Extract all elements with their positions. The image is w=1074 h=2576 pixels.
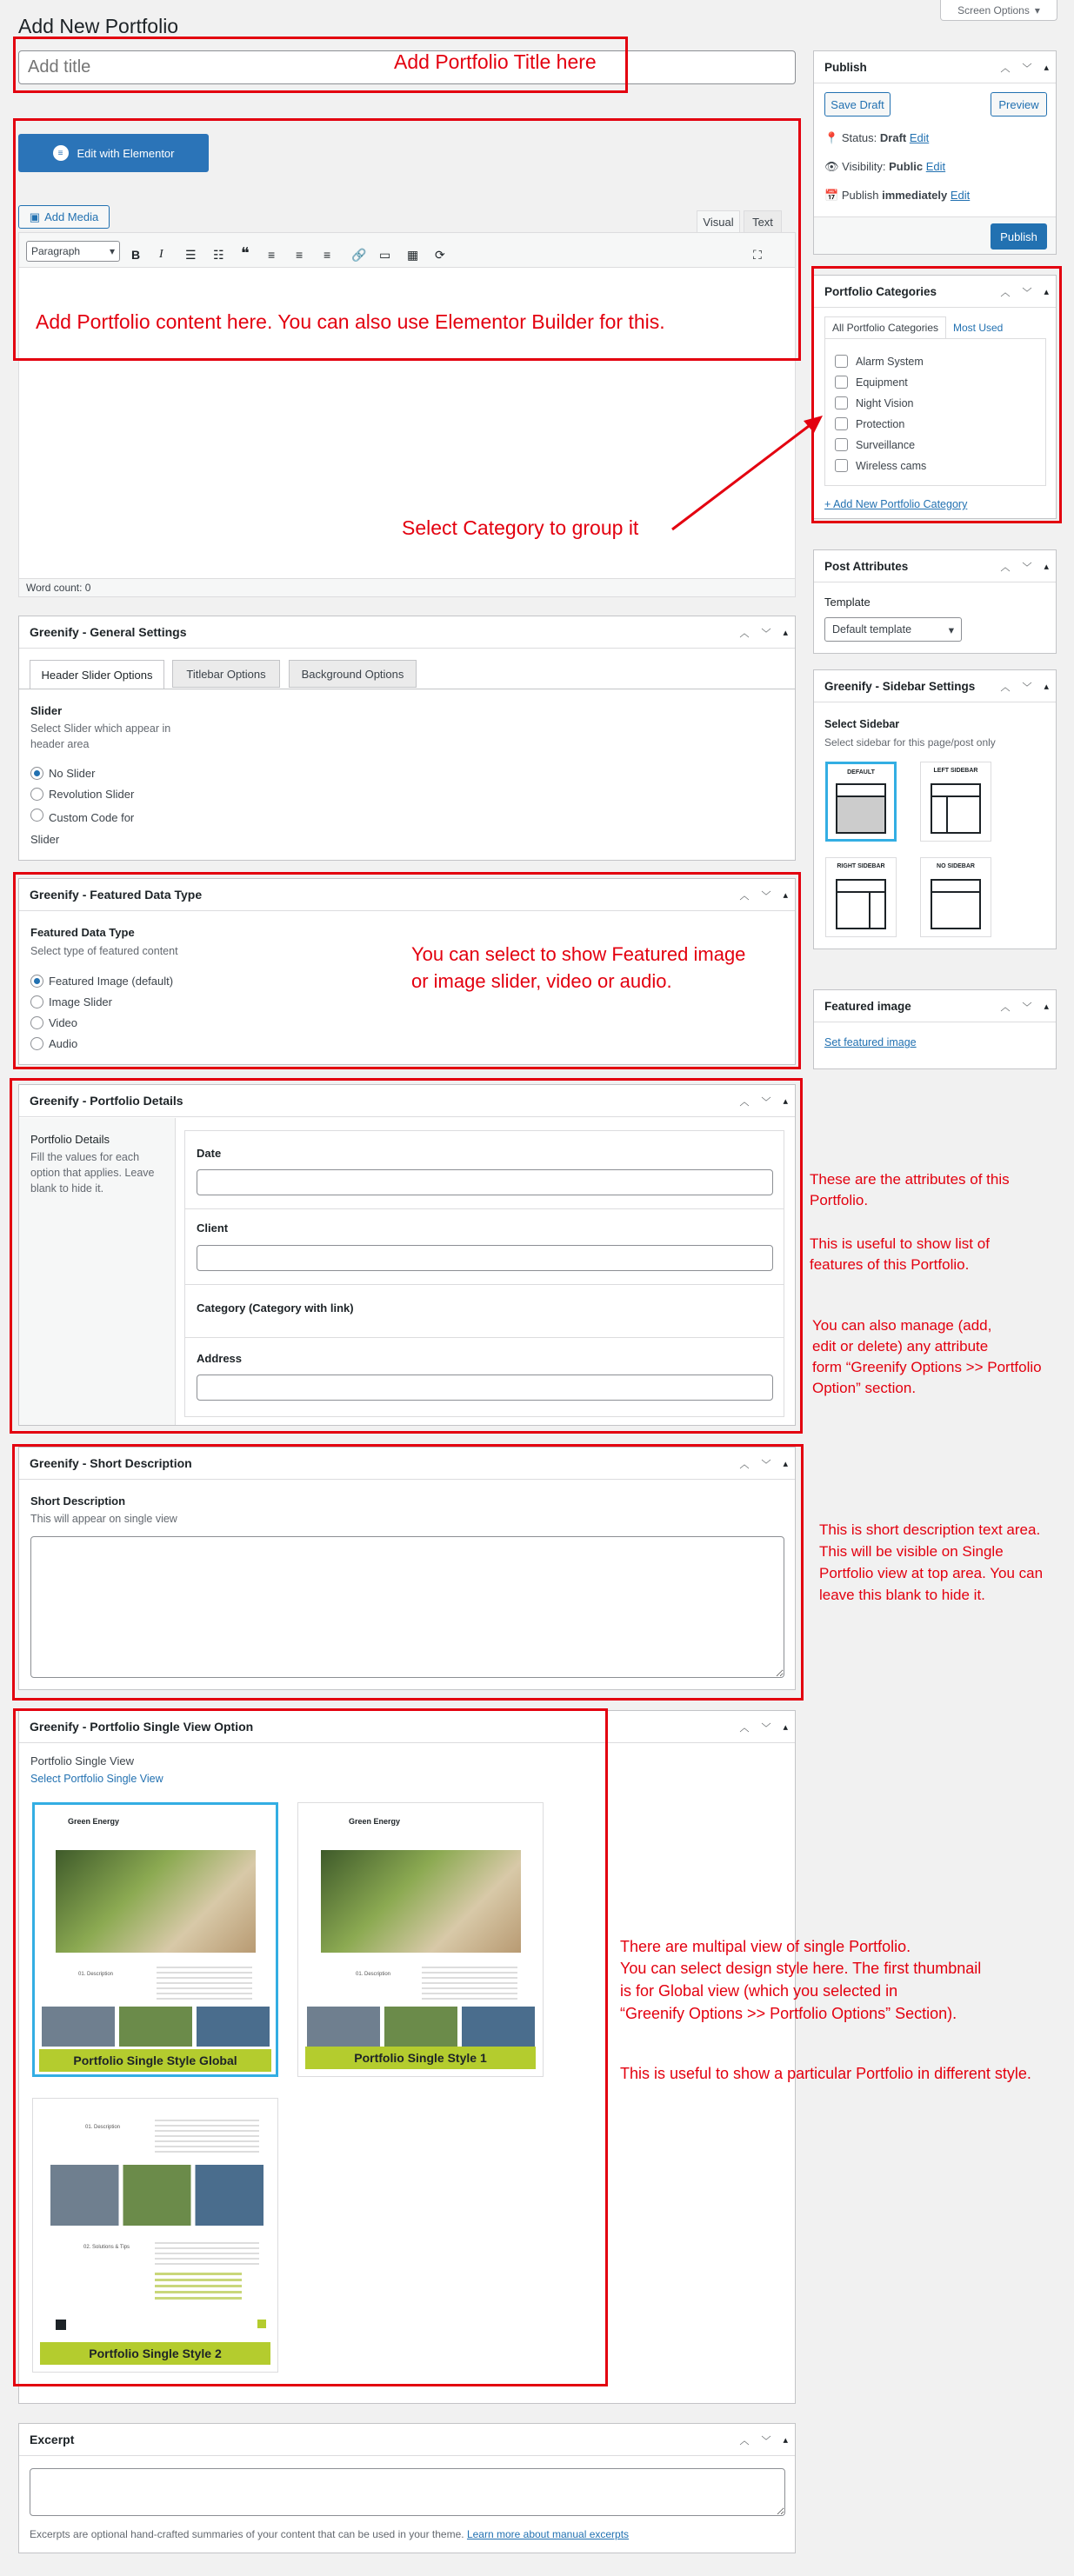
pin-icon: 📍 <box>824 131 839 144</box>
chevron-up-icon[interactable]: ︿ <box>739 1722 750 1734</box>
refresh-icon[interactable]: ⟳ <box>435 248 445 262</box>
annotation-short-2: This will be visible on Single <box>819 1543 1004 1560</box>
thumb-heading: Green Energy <box>68 1817 120 1826</box>
excerpt-box <box>18 2423 796 2553</box>
slider-label: Slider <box>30 704 63 717</box>
slider-desc: Select Slider which appear in header area <box>30 722 171 750</box>
radio-image-slider-label: Image Slider <box>49 995 112 1008</box>
chevron-up-icon[interactable]: ︿ <box>739 1459 750 1470</box>
featured-type-desc: Select type of featured content <box>30 945 178 957</box>
sidebar-option-label: DEFAULT <box>847 769 875 775</box>
toggle-icon[interactable]: ▴ <box>783 1459 788 1469</box>
field-divider <box>185 1284 784 1285</box>
publish-title-text: Publish <box>824 60 867 74</box>
thumb-photo-row <box>307 2007 535 2047</box>
status-label: Status: <box>841 131 877 144</box>
calendar-icon: 📅 <box>824 189 839 202</box>
portfolio-details-title-text: Greenify - Portfolio Details <box>30 1094 183 1108</box>
single-view-title <box>19 1711 795 1743</box>
short-description-title <box>19 1448 795 1480</box>
short-description-label: Short Description <box>30 1494 126 1508</box>
schedule-label: Publish <box>841 189 879 202</box>
chevron-down-icon[interactable]: ﹀ <box>761 2435 771 2446</box>
annotation-title: Add Portfolio Title here <box>394 50 597 73</box>
panel-controls <box>739 1085 788 1117</box>
short-description-textarea[interactable] <box>30 1536 784 1678</box>
short-description-box <box>18 1447 796 1690</box>
tab-titlebar[interactable]: Titlebar Options <box>172 660 280 688</box>
select-sidebar-label: Select Sidebar <box>824 718 900 730</box>
toggle-icon[interactable]: ▴ <box>1044 1002 1049 1012</box>
visibility-label: Visibility: <box>842 160 886 173</box>
template-label: Template <box>824 596 871 609</box>
chevron-down-icon[interactable]: ﹀ <box>761 1459 771 1470</box>
chevron-down-icon[interactable]: ﹀ <box>761 1096 771 1108</box>
chevron-down-icon[interactable]: ﹀ <box>1022 562 1032 573</box>
featured-image-box <box>813 989 1057 1069</box>
italic-icon[interactable]: I <box>159 248 163 261</box>
category-label: Wireless cams <box>856 460 927 472</box>
chevron-up-icon[interactable]: ︿ <box>1000 287 1011 298</box>
layout-none-icon <box>931 879 981 929</box>
portfolio-details-box <box>18 1084 796 1426</box>
annotation-details-8: Option” section. <box>812 1380 917 1396</box>
radio-custom-label: Custom Code for Slider <box>30 811 135 846</box>
category-label: Equipment <box>856 376 908 389</box>
annotation-details-1: These are the attributes of this <box>810 1171 1010 1188</box>
featured-type-label: Featured Data Type <box>30 926 135 939</box>
panel-controls <box>739 1711 788 1743</box>
radio-video[interactable] <box>30 1016 43 1029</box>
paragraph-label: Paragraph <box>31 245 81 257</box>
featured-type-title-text: Greenify - Featured Data Type <box>30 888 203 902</box>
panel-controls <box>739 2424 788 2456</box>
thumb-section-label: 02. Solutions & Tips <box>83 2245 130 2250</box>
panel-controls <box>739 616 788 649</box>
radio-image-slider[interactable] <box>30 995 43 1008</box>
thumb-section-label: 01. Description <box>356 1972 391 1977</box>
categories-title-text: Portfolio Categories <box>824 284 937 298</box>
schedule-value: immediately <box>882 189 948 202</box>
panel-controls <box>739 879 788 911</box>
bold-icon[interactable]: B <box>131 248 141 262</box>
field-category-label: Category (Category with link) <box>197 1301 354 1315</box>
status-value: Draft <box>879 131 907 144</box>
panel-controls <box>739 1448 788 1480</box>
annotation-short-1: This is short description text area. <box>819 1521 1041 1538</box>
layout-left-icon <box>931 783 981 834</box>
sidebar-option-label: NO SIDEBAR <box>937 863 975 869</box>
excerpt-help <box>30 2526 629 2542</box>
sidebar-option-none[interactable] <box>920 857 991 937</box>
thumb-global-caption: Portfolio Single Style Global <box>39 2049 271 2072</box>
thumb-photo-row <box>42 2007 270 2047</box>
annotation-single-2: You can select design style here. The first thumbnail <box>620 1960 982 1977</box>
toolbar-toggle-icon[interactable]: ▦ <box>407 248 419 262</box>
link-icon[interactable]: 🔗 <box>351 248 367 262</box>
general-settings-title <box>19 616 795 649</box>
chevron-up-icon[interactable]: ︿ <box>739 628 750 639</box>
annotation-single-5: This is useful to show a particular Portfolio in different style. <box>620 2065 1031 2082</box>
template-value: Default template <box>832 623 912 636</box>
thumb-text-block <box>422 1967 517 2001</box>
layout-default-icon <box>836 783 886 834</box>
preview-button[interactable]: Preview <box>991 92 1047 116</box>
details-fields-panel <box>184 1130 784 1417</box>
single-view-desc: Select Portfolio Single View <box>30 1773 163 1785</box>
annotation-short-3: Portfolio view at top area. You can <box>819 1565 1044 1581</box>
featured-type-title <box>19 879 795 911</box>
sidebar-settings-title-text: Greenify - Sidebar Settings <box>824 679 976 693</box>
radio-revolution-slider[interactable] <box>30 788 43 801</box>
visibility-value: Public <box>889 160 924 173</box>
radio-featured-image[interactable] <box>30 975 43 988</box>
align-right-icon[interactable]: ≡ <box>324 248 331 262</box>
tab-header-slider[interactable]: Header Slider Options <box>30 660 164 689</box>
thumb-logo <box>56 2320 66 2330</box>
excerpt-textarea[interactable] <box>30 2468 785 2516</box>
toggle-icon[interactable]: ▴ <box>1044 562 1049 572</box>
toggle-icon[interactable]: ▴ <box>1044 63 1049 73</box>
date-input[interactable] <box>197 1169 773 1195</box>
radio-no-slider[interactable] <box>30 767 43 780</box>
thumb-section-label: 01. Description <box>78 1972 114 1977</box>
featured-type-box <box>18 878 796 1065</box>
toggle-icon[interactable]: ▴ <box>783 1096 788 1107</box>
address-input[interactable] <box>197 1375 773 1401</box>
field-date-label: Date <box>197 1147 222 1160</box>
single-view-box <box>18 1710 796 2404</box>
align-center-icon[interactable]: ≡ <box>296 248 304 262</box>
edit-status-link[interactable]: Edit <box>909 131 930 144</box>
client-input[interactable] <box>197 1245 773 1271</box>
annotation-details-7: form “Greenify Options >> Portfolio <box>812 1359 1042 1375</box>
chevron-down-icon[interactable]: ﹀ <box>1022 1002 1032 1013</box>
add-media-label: Add Media <box>44 210 99 223</box>
annotation-content: Add Portfolio content here. You can also use Elementor Builder for this. <box>36 310 665 333</box>
set-featured-image-link[interactable]: Set featured image <box>824 1036 917 1048</box>
toggle-icon[interactable]: ▴ <box>1044 287 1049 297</box>
thumb-photo-row <box>50 2165 263 2226</box>
chevron-down-icon[interactable]: ﹀ <box>761 890 771 902</box>
edit-visibility-link[interactable]: Edit <box>925 160 946 173</box>
chevron-up-icon[interactable]: ︿ <box>739 2435 750 2446</box>
template-select[interactable] <box>824 617 962 642</box>
screen-options-label: Screen Options <box>957 3 1030 17</box>
general-settings-box <box>18 616 796 861</box>
radio-featured-image-label: Featured Image (default) <box>49 975 174 988</box>
align-left-icon[interactable]: ≡ <box>268 248 276 262</box>
more-tag-icon[interactable]: ▭ <box>379 248 391 262</box>
annotation-featured-1: You can select to show Featured image <box>411 943 746 965</box>
radio-audio[interactable] <box>30 1037 43 1050</box>
fullscreen-icon[interactable]: ⛶ <box>753 248 762 262</box>
thumb-global[interactable] <box>32 1802 278 2077</box>
excerpt-learn-more-link[interactable]: Learn more about manual excerpts <box>466 2528 630 2540</box>
chevron-up-icon[interactable]: ︿ <box>1000 63 1011 74</box>
thumb-photo-main <box>56 1850 256 1953</box>
layout-right-icon <box>836 879 886 929</box>
thumb-style-2-caption: Portfolio Single Style 2 <box>40 2342 270 2365</box>
radio-revolution-label: Revolution Slider <box>49 788 135 801</box>
short-description-desc: This will appear on single view <box>30 1513 177 1525</box>
caret-down-icon: ▾ <box>948 623 954 636</box>
tab-visual[interactable]: Visual <box>697 210 740 232</box>
sidebar-option-left[interactable] <box>920 762 991 842</box>
toggle-icon[interactable]: ▴ <box>783 2435 788 2446</box>
publish-button[interactable]: Publish <box>991 223 1047 250</box>
excerpt-title <box>19 2424 795 2456</box>
edit-schedule-link[interactable]: Edit <box>950 189 971 202</box>
chevron-up-icon[interactable]: ︿ <box>739 1096 750 1108</box>
single-view-label: Portfolio Single View <box>30 1754 134 1767</box>
thumb-text-block <box>157 1967 252 2001</box>
chevron-up-icon[interactable]: ︿ <box>1000 1002 1011 1013</box>
single-view-title-text: Greenify - Portfolio Single View Option <box>30 1720 254 1734</box>
chevron-down-icon[interactable]: ﹀ <box>761 1722 771 1734</box>
excerpt-desc: Excerpts are optional hand-crafted summaries of your content that can be used in your theme. <box>30 2528 464 2540</box>
details-desc: Fill the values for each option that applies. Leave blank to hide it. <box>30 1151 155 1195</box>
bullet-list-icon[interactable]: ☰ <box>185 248 197 262</box>
select-sidebar-desc: Select sidebar for this page/post only <box>824 736 996 749</box>
add-new-category-link[interactable]: + Add New Portfolio Category <box>824 498 968 510</box>
tab-all-categories[interactable]: All Portfolio Categories <box>824 316 946 338</box>
radio-audio-label: Audio <box>49 1037 78 1050</box>
elementor-button-label: Edit with Elementor <box>77 146 175 160</box>
thumb-checklist <box>155 2273 242 2302</box>
tab-most-used[interactable]: Most Used <box>953 321 1004 334</box>
chevron-down-icon[interactable]: ﹀ <box>761 628 771 639</box>
caret-down-icon: ▾ <box>109 245 115 257</box>
annotation-details-3: This is useful to show list of <box>810 1235 990 1252</box>
sidebar-option-label: RIGHT SIDEBAR <box>837 863 885 869</box>
elementor-icon: ≡ <box>53 145 69 161</box>
thumb-style-1[interactable] <box>297 1802 544 2077</box>
quote-icon[interactable]: ❝ <box>241 244 250 262</box>
field-client-label: Client <box>197 1221 229 1235</box>
panel-controls <box>1000 670 1049 702</box>
category-label: Alarm System <box>856 356 924 368</box>
page-title: Add New Portfolio <box>18 15 179 37</box>
annotation-details-6: edit or delete) any attribute <box>812 1338 989 1355</box>
thumb-text-block <box>155 2242 259 2268</box>
annotation-single-3: is for Global view (which you selected in <box>620 1982 898 2000</box>
annotation-arrow <box>0 0 1074 609</box>
annotation-single-1: There are multipal view of single Portfolio. <box>620 1938 911 1955</box>
panel-controls <box>1000 990 1049 1022</box>
post-attributes-title-text: Post Attributes <box>824 559 909 573</box>
thumb-text-block <box>155 2120 259 2154</box>
sidebar-settings-box <box>813 669 1057 949</box>
portfolio-details-title <box>19 1085 795 1117</box>
toggle-icon[interactable]: ▴ <box>783 628 788 638</box>
thumb-style-2[interactable] <box>32 2098 278 2373</box>
short-description-title-text: Greenify - Short Description <box>30 1456 192 1470</box>
details-label: Portfolio Details <box>30 1133 110 1146</box>
field-divider <box>185 1337 784 1338</box>
category-label: Night Vision <box>856 397 914 409</box>
radio-no-slider-label: No Slider <box>49 767 96 780</box>
sidebar-option-label: LEFT SIDEBAR <box>933 768 978 774</box>
chevron-up-icon[interactable]: ︿ <box>739 890 750 902</box>
annotation-details-2: Portfolio. <box>810 1192 869 1208</box>
radio-video-label: Video <box>49 1016 78 1029</box>
chevron-down-icon[interactable]: ﹀ <box>1022 63 1032 74</box>
toggle-icon[interactable]: ▴ <box>783 890 788 901</box>
excerpt-title-text: Excerpt <box>30 2433 75 2446</box>
sidebar-option-default[interactable] <box>825 762 897 842</box>
general-settings-title-text: Greenify - General Settings <box>30 625 187 639</box>
category-label: Protection <box>856 418 905 430</box>
annotation-single-4: “Greenify Options >> Portfolio Options” Section). <box>620 2005 957 2022</box>
save-draft-button[interactable]: Save Draft <box>824 92 891 116</box>
toggle-icon[interactable]: ▴ <box>783 1722 788 1733</box>
annotation-details-5: You can also manage (add, <box>812 1317 992 1334</box>
media-icon: ▣ <box>29 210 41 223</box>
annotation-short-4: leave this blank to hide it. <box>819 1587 985 1603</box>
featured-image-title-text: Featured image <box>824 999 911 1013</box>
thumb-section-label: 01. Description <box>85 2125 121 2130</box>
annotation-details-4: features of this Portfolio. <box>810 1256 970 1273</box>
thumb-style-1-caption: Portfolio Single Style 1 <box>305 2047 536 2069</box>
tab-background[interactable]: Background Options <box>289 660 417 688</box>
tab-text[interactable]: Text <box>744 210 782 232</box>
thumb-logo-accent <box>257 2320 266 2328</box>
word-count: Word count: 0 <box>26 582 91 594</box>
numbered-list-icon[interactable]: ☷ <box>213 248 224 262</box>
caret-down-icon: ▾ <box>1034 3 1040 17</box>
annotation-category: Select Category to group it <box>402 516 639 539</box>
field-address-label: Address <box>197 1352 243 1365</box>
chevron-up-icon[interactable]: ︿ <box>1000 562 1011 573</box>
chevron-down-icon[interactable]: ﹀ <box>1022 287 1032 298</box>
category-label: Surveillance <box>856 439 916 451</box>
sidebar-option-right[interactable] <box>825 857 897 937</box>
annotation-featured-2: or image slider, video or audio. <box>411 970 672 992</box>
toggle-icon[interactable]: ▴ <box>1044 682 1049 692</box>
field-divider <box>185 1208 784 1209</box>
chevron-up-icon[interactable]: ︿ <box>1000 682 1011 693</box>
thumb-heading: Green Energy <box>349 1817 401 1826</box>
chevron-down-icon[interactable]: ﹀ <box>1022 682 1032 693</box>
eye-icon: 👁 <box>824 160 839 173</box>
thumb-photo-main <box>321 1850 521 1953</box>
